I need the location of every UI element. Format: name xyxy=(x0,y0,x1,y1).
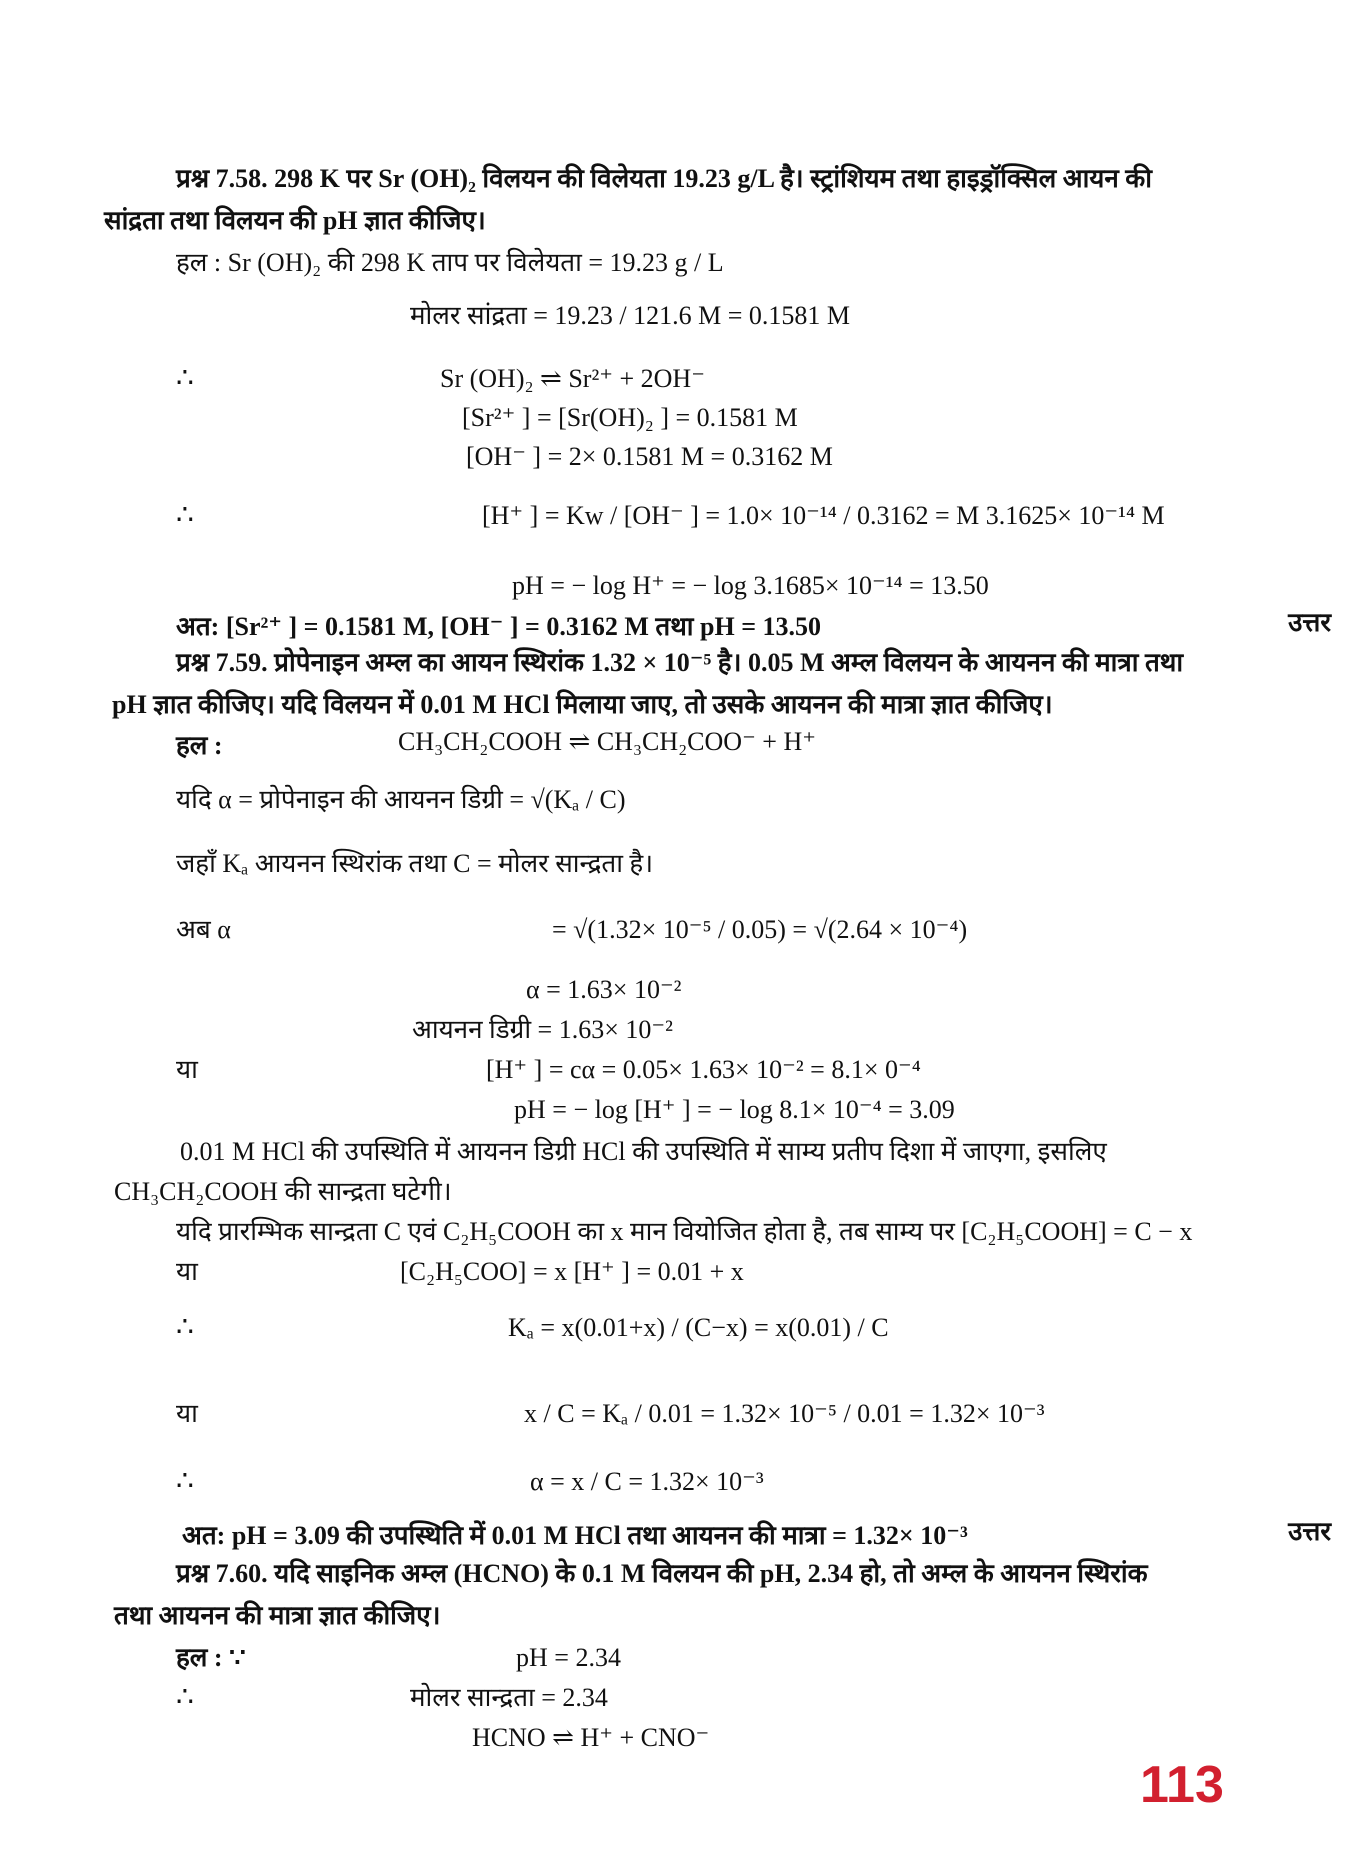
equation-line: = √(1.32× 10⁻⁵ / 0.05) = √(2.64 × 10⁻⁴) xyxy=(552,915,968,944)
therefore-symbol: ∴ xyxy=(176,1682,194,1713)
equation-line: pH = − log [H⁺ ] = − log 8.1× 10⁻⁴ = 3.09 xyxy=(514,1095,955,1124)
equation-line: आयनन डिग्री = 1.63× 10⁻² xyxy=(412,1015,673,1044)
solution-heading: हल : ∵ xyxy=(176,1643,246,1672)
answer-label: उत्तर xyxy=(1288,608,1331,637)
page-number: 113 xyxy=(1140,1756,1224,1814)
equation-line: [H⁺ ] = Kw / [OH⁻ ] = 1.0× 10⁻¹⁴ / 0.3162 = M 3.1625× 10⁻¹⁴ M xyxy=(482,501,1165,530)
equation-line: pH = − log H⁺ = − log 3.1685× 10⁻¹⁴ = 13.50 xyxy=(512,571,989,600)
solution-heading: हल : Sr (OH)₂ की 298 K ताप पर विलेयता = 19.23 g / L xyxy=(176,248,724,277)
therefore-symbol: ∴ xyxy=(176,500,194,531)
therefore-symbol: ∴ xyxy=(176,1312,194,1343)
text-line: या xyxy=(176,1257,198,1286)
answer-label: उत्तर xyxy=(1288,1517,1331,1546)
question-7-60-title-cont: तथा आयनन की मात्रा ज्ञात कीजिए। xyxy=(114,1601,441,1630)
question-7-58-title-cont: सांद्रता तथा विलयन की pH ज्ञात कीजिए। xyxy=(104,206,486,235)
paragraph-line: 0.01 M HCl की उपस्थिति में आयनन डिग्री HCl की उपस्थिति में साम्य प्रतीप दिशा में जाएगा, इसलिए xyxy=(180,1137,1107,1166)
equation-line: Sr (OH)₂ ⇌ Sr²⁺ + 2OH⁻ xyxy=(440,364,705,393)
equation-line: यदि α = प्रोपेनाइन की आयनन डिग्री = √(Kₐ / C) xyxy=(176,785,626,814)
text-line: या xyxy=(176,1399,198,1428)
paragraph-line: CH₃CH₂COOH की सान्द्रता घटेगी। xyxy=(114,1177,452,1206)
equation-line: α = x / C = 1.32× 10⁻³ xyxy=(530,1467,764,1496)
question-7-59-title-cont: pH ज्ञात कीजिए। यदि विलयन में 0.01 M HCl मिलाया जाए, तो उसके आयनन की मात्रा ज्ञात कीजिए। xyxy=(112,690,1053,719)
equation-line: pH = 2.34 xyxy=(516,1643,621,1672)
text-line: या xyxy=(176,1055,198,1084)
therefore-symbol: ∴ xyxy=(176,1466,194,1497)
equation-line: [Sr²⁺ ] = [Sr(OH)₂ ] = 0.1581 M xyxy=(462,403,798,432)
equation-line: x / C = Kₐ / 0.01 = 1.32× 10⁻⁵ / 0.01 = 1.32× 10⁻³ xyxy=(524,1399,1045,1428)
result-line: अत: pH = 3.09 की उपस्थिति में 0.01 M HCl तथा आयनन की मात्रा = 1.32× 10⁻³ xyxy=(182,1521,968,1550)
paragraph-line: यदि प्रारम्भिक सान्द्रता C एवं C₂H₅COOH का x मान वियोजित होता है, तब साम्य पर [C₂H₅COOH] = C − x xyxy=(176,1217,1193,1246)
question-7-60-title: प्रश्न 7.60. यदि साइनिक अम्ल (HCNO) के 0.1 M विलयन की pH, 2.34 हो, तो अम्ल के आयनन स्थिरांक xyxy=(176,1559,1148,1588)
equation-line: [H⁺ ] = cα = 0.05× 1.63× 10⁻² = 8.1× 0⁻⁴ xyxy=(486,1055,921,1084)
equation-line: HCNO ⇌ H⁺ + CNO⁻ xyxy=(472,1723,710,1752)
question-7-59-title: प्रश्न 7.59. प्रोपेनाइन अम्ल का आयन स्थिरांक 1.32 × 10⁻⁵ है। 0.05 M अम्ल विलयन के आयनन की मात्रा तथा xyxy=(176,648,1184,677)
text-line: अब α xyxy=(176,915,231,944)
text-line: जहाँ Kₐ आयनन स्थिरांक तथा C = मोलर सान्द्रता है। xyxy=(176,849,654,878)
therefore-symbol: ∴ xyxy=(176,363,194,394)
result-line: अत: [Sr²⁺ ] = 0.1581 M, [OH⁻ ] = 0.3162 M तथा pH = 13.50 xyxy=(176,612,822,641)
equation-line: CH₃CH₂COOH ⇌ CH₃CH₂COO⁻ + H⁺ xyxy=(398,727,816,756)
equation-line: मोलर सांद्रता = 19.23 / 121.6 M = 0.1581 M xyxy=(410,301,851,330)
equation-line: मोलर सान्द्रता = 2.34 xyxy=(410,1683,608,1712)
solution-heading: हल : xyxy=(176,731,223,760)
equation-line: α = 1.63× 10⁻² xyxy=(526,975,682,1004)
equation-line: [OH⁻ ] = 2× 0.1581 M = 0.3162 M xyxy=(466,442,833,471)
equation-line: Kₐ = x(0.01+x) / (C−x) = x(0.01) / C xyxy=(508,1313,889,1342)
question-7-58-title: प्रश्न 7.58. 298 K पर Sr (OH)₂ विलयन की विलेयता 19.23 g/L है। स्ट्रांशियम तथा हाइड्रॉक्सिल आयन की xyxy=(176,164,1153,193)
equation-line: [C₂H₅COO] = x [H⁺ ] = 0.01 + x xyxy=(400,1257,744,1286)
